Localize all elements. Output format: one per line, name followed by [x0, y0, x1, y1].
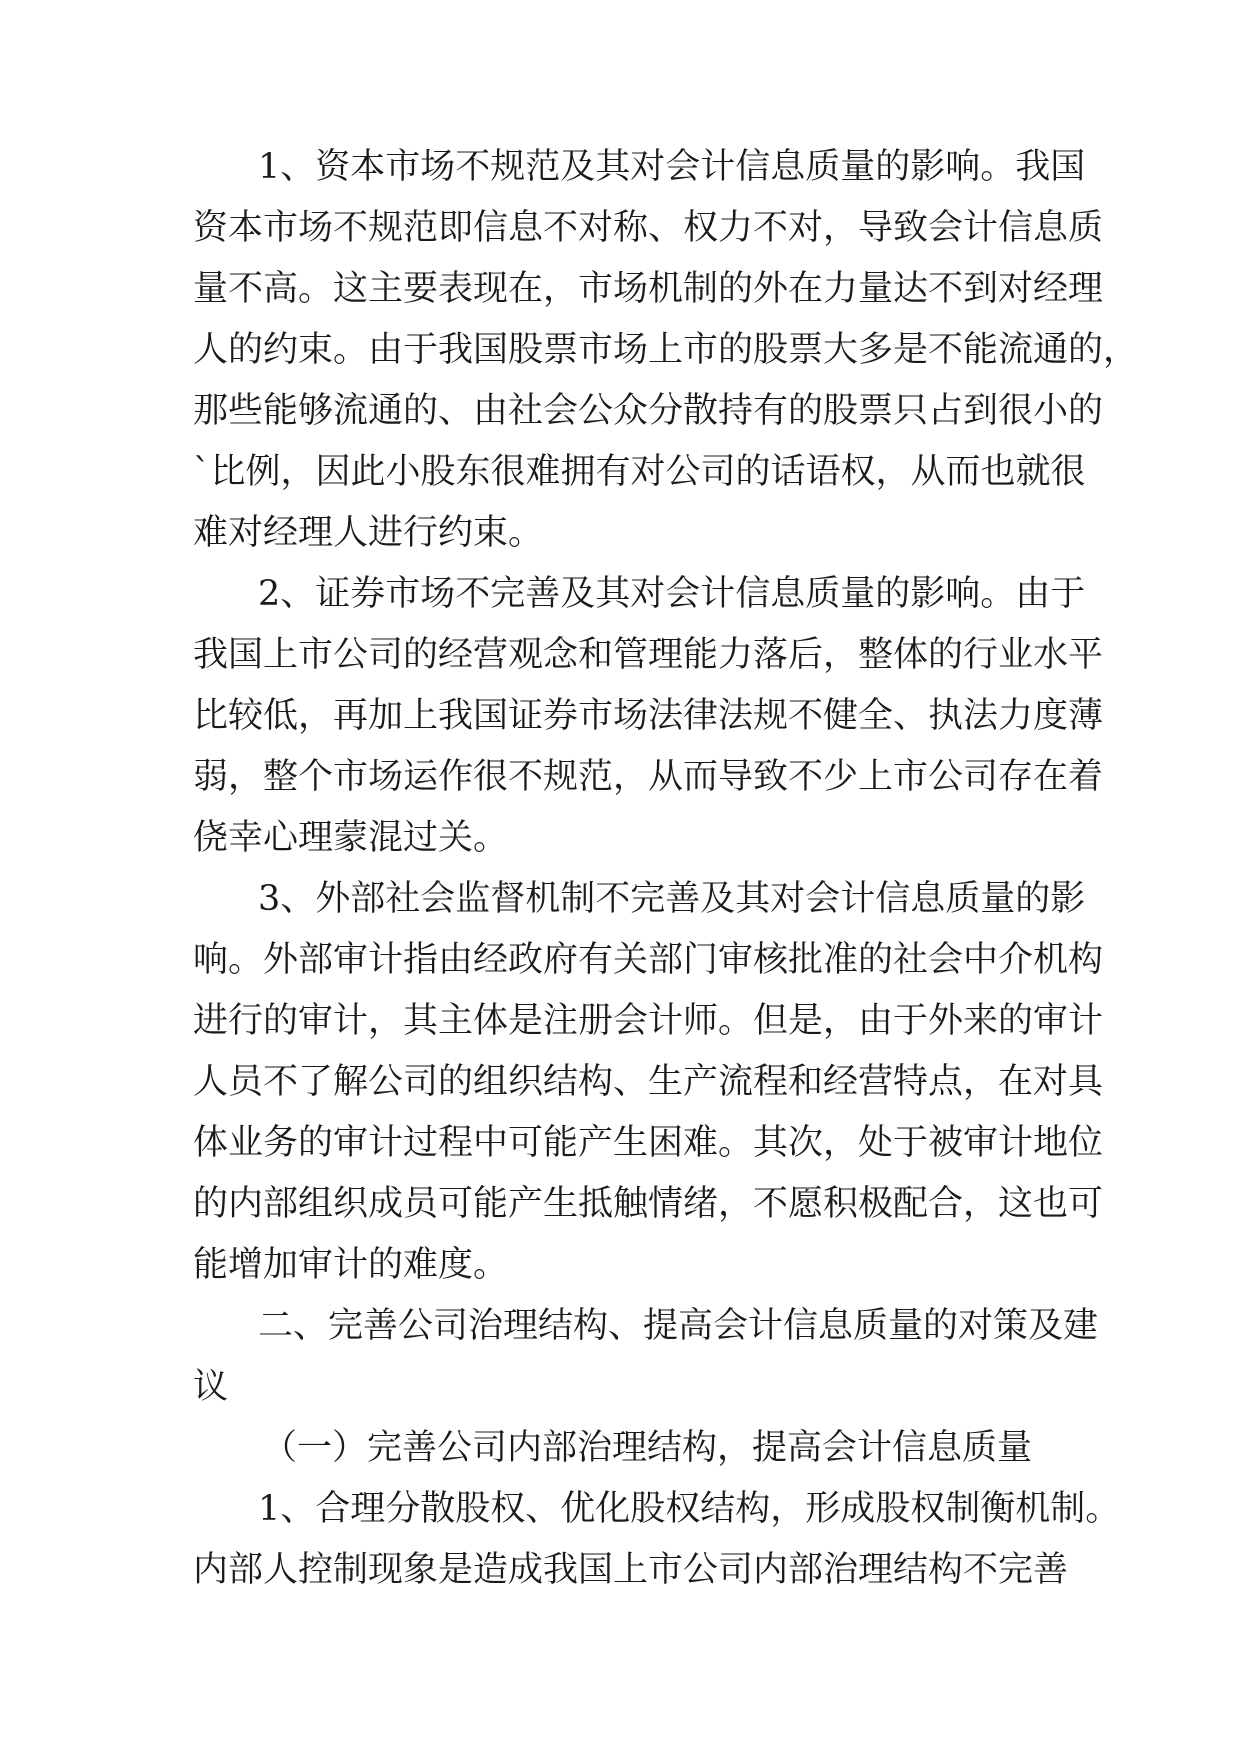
paragraph-line: 比较低，再加上我国证券市场法律法规不健全、执法力度薄	[193, 696, 1104, 736]
paragraph-line: 响。外部审计指由经政府有关部门审核批准的社会中介机构	[193, 940, 1104, 980]
heading-line: 二、完善公司治理结构、提高会计信息质量的对策及建	[258, 1306, 1099, 1346]
heading-line: （一）完善公司内部治理结构，提高会计信息质量	[262, 1428, 1033, 1468]
paragraph-line: 体业务的审计过程中可能产生困难。其次，处于被审计地位	[193, 1123, 1104, 1163]
paragraph-line: 3、外部社会监督机制不完善及其对会计信息质量的影	[258, 879, 1086, 919]
heading-line: 议	[193, 1367, 229, 1407]
paragraph-line: 难对经理人进行约束。	[193, 513, 544, 553]
paragraph-line: 进行的审计，其主体是注册会计师。但是，由于外来的审计	[193, 1001, 1104, 1041]
paragraph-line: 人员不了解公司的组织结构、生产流程和经营特点，在对具	[193, 1062, 1104, 1102]
paragraph-line: 1、资本市场不规范及其对会计信息质量的影响。我国	[258, 147, 1086, 187]
paragraph-line: 我国上市公司的经营观念和管理能力落后，整体的行业水平	[193, 635, 1104, 675]
paragraph-line: 人的约束。由于我国股票市场上市的股票大多是不能流通的，	[193, 330, 1139, 370]
paragraph-line: 量不高。这主要表现在，市场机制的外在力量达不到对经理	[193, 269, 1104, 309]
paragraph-line: 1、合理分散股权、优化股权结构，形成股权制衡机制。	[258, 1489, 1121, 1529]
paragraph-line: `比例，因此小股东很难拥有对公司的话语权，从而也就很	[193, 452, 1086, 492]
paragraph-line: 资本市场不规范即信息不对称、权力不对，导致会计信息质	[193, 208, 1104, 248]
paragraph-line: 侥幸心理蒙混过关。	[193, 818, 509, 858]
paragraph-line: 的内部组织成员可能产生抵触情绪，不愿积极配合，这也可	[193, 1184, 1104, 1224]
paragraph-line: 弱，整个市场运作很不规范，从而导致不少上市公司存在着	[193, 757, 1104, 797]
paragraph-line: 能增加审计的难度。	[193, 1245, 509, 1285]
paragraph-line: 内部人控制现象是造成我国上市公司内部治理结构不完善	[193, 1550, 1069, 1590]
paragraph-line: 那些能够流通的、由社会公众分散持有的股票只占到很小的	[193, 391, 1104, 431]
paragraph-line: 2、证券市场不完善及其对会计信息质量的影响。由于	[258, 574, 1086, 614]
